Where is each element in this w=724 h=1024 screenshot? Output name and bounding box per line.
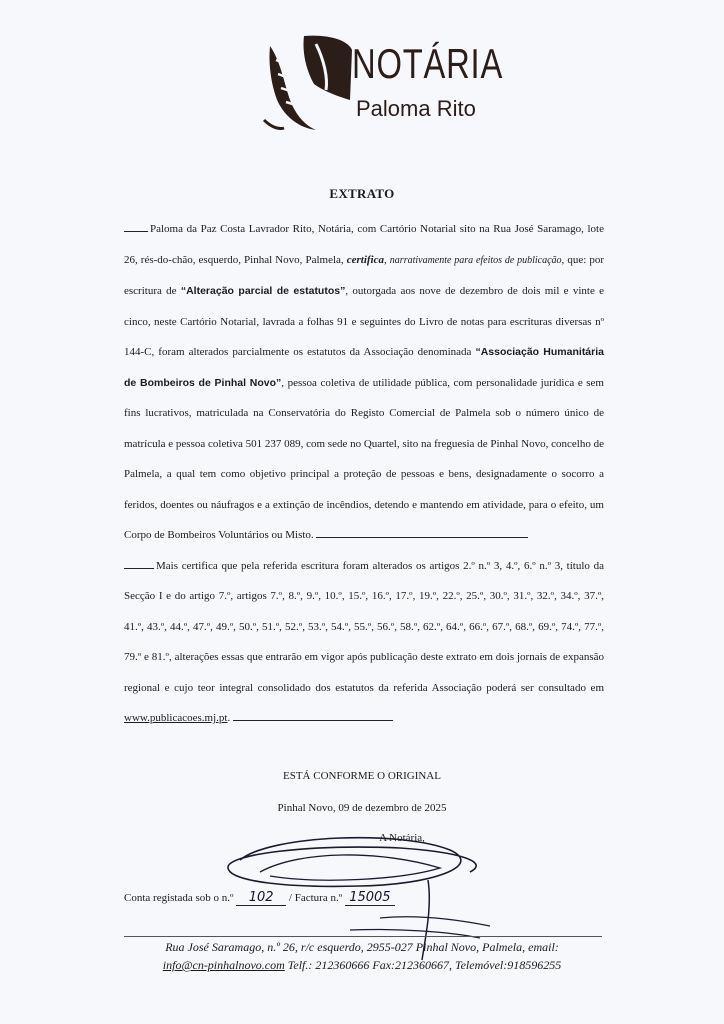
factura-label: / Factura n.º bbox=[288, 892, 343, 904]
paragraph-1-part-4: , pessoa coletiva de utilidade pública, com personalidade jurídica e sem fins lucrativos, matriculada na Conservatória do Registo Comercial de Palmela sob o número único de matrícula e pessoa coletiva 501 237 089, com sede no Quartel, sito na freguesia de Pinhal Novo, concelho de Palmela, a qual tem como objetivo principal a proteção de pessoas e bens, designadamente o socorro a feridos, doentes ou náufragos e a extinção de incêndios, detendo e mantendo em atividade, para o efeito, um Corpo de Bombeiros Voluntários ou Misto. bbox=[124, 376, 604, 541]
blank-line bbox=[124, 559, 154, 569]
logo-subtitle: Paloma Rito bbox=[356, 96, 476, 121]
certifica-text: certifica bbox=[346, 253, 384, 266]
logo-title: NOTÁRIA bbox=[352, 40, 504, 87]
conforme-statement: ESTÁ CONFORME O ORIGINAL bbox=[283, 770, 441, 782]
account-registration bbox=[124, 890, 395, 906]
place-date: Pinhal Novo, 09 de dezembro de 2025 bbox=[277, 802, 447, 814]
footer-phones: Telf.: 212360666 Fax:212360667, Telemóvel:918596255 bbox=[284, 958, 562, 972]
notary-logo bbox=[256, 30, 504, 135]
association-name: “Associação Humanitária de Bombeiros de Pinhal Novo” bbox=[124, 346, 604, 389]
website-link[interactable]: www.publicacoes.mj.pt bbox=[124, 712, 228, 724]
paragraph-1-part-2: , que: por escritura de bbox=[124, 253, 605, 297]
paragraph-2-end: . bbox=[227, 712, 231, 724]
blank-line bbox=[316, 528, 528, 538]
deed-title: “Alteração parcial de estatutos” bbox=[180, 285, 346, 297]
signature-label: A Notária, bbox=[379, 832, 425, 844]
footer-email-link[interactable]: info@cn-pinhalnovo.com bbox=[162, 958, 285, 972]
paragraph-1-part-3: , outorgada aos nove de dezembro de dois mil e vinte e cinco, neste Cartório Notarial, lavrada a folhas 91 e seguintes do Livro de notas para escrituras diversas nº 144-C, foram alterados parcialmente os estatutos da Associação denominada bbox=[124, 285, 605, 358]
blank-line bbox=[233, 711, 393, 721]
paragraph-2 bbox=[124, 551, 604, 734]
conta-label: Conta registada sob o n.º bbox=[124, 892, 234, 904]
footer-divider bbox=[124, 936, 602, 937]
quill-feather-icon bbox=[256, 30, 356, 135]
footer bbox=[0, 938, 724, 974]
conta-number: 102 bbox=[236, 890, 286, 906]
paragraph-1-part-1: Paloma da Paz Costa Lavrador Rito, Notária, com Cartório Notarial sito na Rua José Saramago, lote 26, rés-do-chão, esquerdo, Pinhal Novo, Palmela, bbox=[124, 223, 604, 266]
narrativamente-text: narrativamente para efeitos de publicação bbox=[389, 254, 562, 266]
document-body bbox=[124, 214, 604, 734]
footer-address: Rua José Saramago, n.º 26, r/c esquerdo, 2955-027 Pinhal Novo, Palmela, email: bbox=[165, 940, 559, 954]
factura-number: 15005 bbox=[345, 890, 395, 906]
paragraph-2-text: Mais certifica que pela referida escritura foram alterados os artigos 2.º n.º 3, 4.º, 6.º n.º 3, título da Secção I e do artigo 7.º, artigos 7.º, 8.º, 9.º, 10.º, 15.º, 16.º, 17.º, 19.º, 22.º, 25.º, 30.º, 31.º, 32.º, 34.º, 37.º, 41.º, 43.º, 44.º, 47.º, 49.º, 50.º, 51.º, 52.º, 53.º, 54.º, 55.º, 56.º, 58.º, 62.º, 64.º, 66.º, 67.º, 68.º, 69.º, 74.º, 77.º, 79.º e 81.º, alterações essas que entrarão em vigor após publicação deste extrato em dois jornais de expansão regional e cujo teor integral consolidado dos estatutos da referida Associação poderá ser consultado em bbox=[124, 559, 604, 694]
footer-contacts bbox=[0, 956, 724, 974]
blank-line bbox=[124, 222, 148, 232]
paragraph-1: Paloma da Paz Costa Lavrador Rito, Notária, com Cartório Notarial sito na Rua José Saramago, lote 26, rés-do-chão, esquerdo, Pinhal Novo, Palmela, certifica, narrativamente para efeitos de publicação, que: por escritura de “Alteração parcial de estatutos”, outorgada aos nove de dezembro de dois mil e vinte e cinco, neste Cartório Notarial, lavrada a folhas 91 e seguintes do Livro de notas para escrituras diversas nº 144-C, foram alterados parcialmente os estatutos da Associação denominada “Associação Humanitária de Bombeiros de Pinhal Novo”, pessoa coletiva de utilidade pública, com personalidade jurídica e sem fins lucrativos, matriculada na Conservatória do Registo Comercial de Palmela sob o número único de matrícula e pessoa coletiva 501 237 089, com sede no Quartel, sito na freguesia de Pinhal Novo, concelho de Palmela, a qual tem como objetivo principal a proteção de pessoas e bens, designadamente o socorro a feridos, doentes ou náufragos e a extinção de incêndios, detendo e mantendo em atividade, para o efeito, um Corpo de Bombeiros Voluntários ou Misto. bbox=[124, 223, 605, 541]
document-heading: EXTRATO bbox=[329, 186, 395, 201]
